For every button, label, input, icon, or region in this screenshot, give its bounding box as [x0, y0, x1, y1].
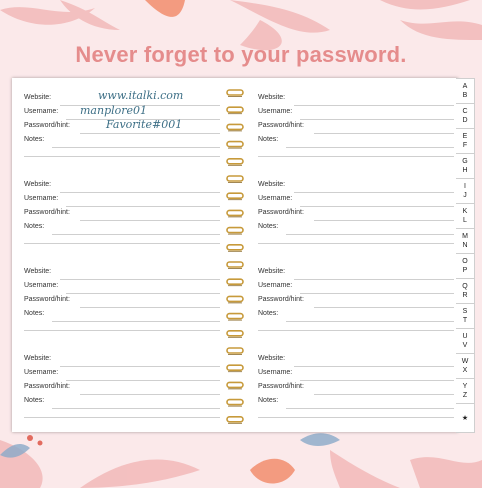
tab-yz[interactable]: Y Z: [456, 378, 475, 404]
username-label: Username:: [258, 369, 293, 376]
website-label: Website:: [24, 181, 52, 188]
username-line: [66, 293, 220, 294]
binding-ring: [227, 159, 243, 164]
website-label: Website:: [258, 355, 286, 362]
binding-ring: [227, 90, 243, 95]
password-label: Password/hint:: [258, 122, 304, 129]
notes-label: Notes:: [258, 397, 279, 404]
binding-ring: [227, 417, 243, 422]
binding-ring: [227, 262, 243, 267]
website-label: Website:: [24, 355, 52, 362]
notes-extra-line: [258, 330, 454, 331]
tab-ij[interactable]: I J: [456, 178, 475, 204]
notes-label: Notes:: [258, 310, 279, 317]
tab-cd[interactable]: C D: [456, 103, 475, 129]
tab-st[interactable]: S T: [456, 303, 475, 329]
binding-ring: [227, 107, 243, 112]
password-line: [314, 220, 454, 221]
website-line: [60, 192, 220, 193]
tab-op[interactable]: O P: [456, 253, 475, 279]
tab-gh[interactable]: G H: [456, 153, 475, 179]
page-title: Never forget to your password.: [75, 42, 407, 67]
notes-line: [286, 321, 454, 322]
password-line: [314, 307, 454, 308]
left-page: [12, 78, 224, 432]
website-line: [294, 366, 454, 367]
website-line: [60, 366, 220, 367]
notes-line: [52, 234, 220, 235]
tab-ef[interactable]: E F: [456, 128, 475, 154]
password-line: [80, 394, 220, 395]
binding-ring: [227, 176, 243, 181]
binding-ring: [227, 210, 243, 215]
notes-label: Notes:: [258, 136, 279, 143]
username-label: Username:: [24, 195, 59, 202]
binding-ring: [227, 193, 243, 198]
tab-kl[interactable]: K L: [456, 203, 475, 229]
binding-ring: [227, 279, 243, 284]
website-label: Website:: [24, 268, 52, 275]
notes-label: Notes:: [24, 310, 45, 317]
password-line: [80, 220, 220, 221]
tab-uv[interactable]: U V: [456, 328, 475, 354]
website-label: Website:: [24, 94, 52, 101]
handwritten-username: manplore01: [80, 104, 148, 117]
password-line: [314, 394, 454, 395]
username-line: [300, 380, 454, 381]
website-label: Website:: [258, 268, 286, 275]
right-page: [246, 78, 458, 432]
password-label: Password/hint:: [24, 383, 70, 390]
tab-wx[interactable]: W X: [456, 353, 475, 379]
username-label: Username:: [258, 195, 293, 202]
password-notebook: [12, 78, 458, 432]
alphabet-tabs: [456, 78, 476, 434]
binding-ring: [227, 228, 243, 233]
password-line: [80, 307, 220, 308]
binding-ring: [227, 348, 243, 353]
username-label: Username:: [24, 108, 59, 115]
notes-label: Notes:: [258, 223, 279, 230]
binding-ring: [227, 331, 243, 336]
password-line: [314, 133, 454, 134]
password-label: Password/hint:: [24, 296, 70, 303]
username-line: [300, 206, 454, 207]
password-label: Password/hint:: [24, 122, 70, 129]
notes-extra-line: [24, 417, 220, 418]
handwritten-website: www.italki.com: [98, 89, 184, 102]
tab-ab[interactable]: A B: [456, 78, 475, 104]
website-line: [294, 105, 454, 106]
username-line: [66, 206, 220, 207]
username-line: [300, 293, 454, 294]
binding-ring: [227, 142, 243, 147]
notes-extra-line: [24, 243, 220, 244]
username-line: [300, 119, 454, 120]
notes-label: Notes:: [24, 136, 45, 143]
notes-line: [286, 408, 454, 409]
binding-ring: [227, 400, 243, 405]
tab-star[interactable]: [456, 403, 475, 433]
spiral-binding: [224, 78, 246, 432]
notes-row: [24, 136, 220, 150]
binding-ring: [227, 245, 243, 250]
binding-ring: [227, 296, 243, 301]
notes-line: [52, 147, 220, 148]
notes-line: [52, 408, 220, 409]
notes-extra-line: [24, 156, 220, 157]
website-line: [60, 279, 220, 280]
notes-label: Notes:: [24, 223, 45, 230]
binding-ring: [227, 365, 243, 370]
tab-mn[interactable]: M N: [456, 228, 475, 254]
binding-ring: [227, 382, 243, 387]
notes-line: [286, 234, 454, 235]
password-label: Password/hint:: [258, 383, 304, 390]
password-label: Password/hint:: [258, 296, 304, 303]
password-line: [80, 133, 220, 134]
website-label: Website:: [258, 181, 286, 188]
notes-extra-line: [258, 243, 454, 244]
username-label: Username:: [258, 282, 293, 289]
notes-line: [286, 147, 454, 148]
notes-extra-line: [258, 156, 454, 157]
username-label: Username:: [24, 282, 59, 289]
website-label: Website:: [258, 94, 286, 101]
notes-extra-line: [24, 330, 220, 331]
website-line: [294, 192, 454, 193]
star-icon: ★: [461, 414, 469, 422]
binding-ring: [227, 314, 243, 319]
username-label: Username:: [24, 369, 59, 376]
password-label: Password/hint:: [258, 209, 304, 216]
tab-qr[interactable]: Q R: [456, 278, 475, 304]
notes-label: Notes:: [24, 397, 45, 404]
notes-line: [52, 321, 220, 322]
username-label: Username:: [258, 108, 293, 115]
username-line: [66, 380, 220, 381]
handwritten-password: Favorite#001: [106, 118, 183, 131]
notes-extra-line: [258, 417, 454, 418]
binding-ring: [227, 124, 243, 129]
website-line: [294, 279, 454, 280]
password-label: Password/hint:: [24, 209, 70, 216]
